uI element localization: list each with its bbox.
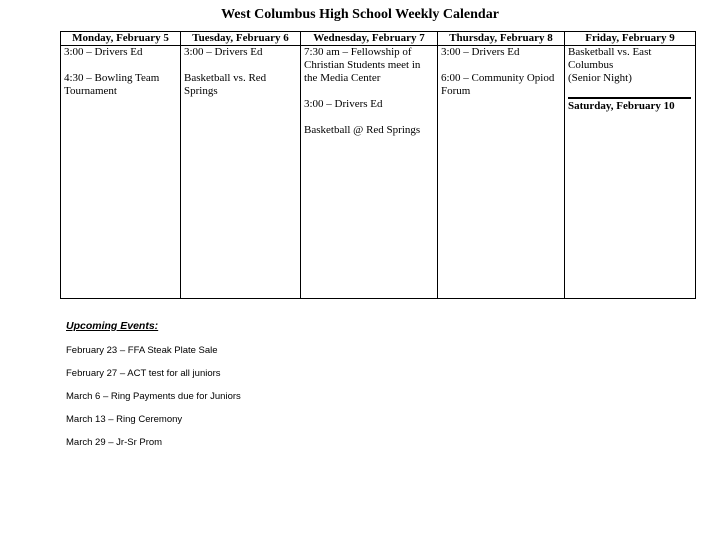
day-header-thursday: Thursday, February 8	[438, 32, 565, 46]
calendar-header-row	[61, 32, 696, 46]
day-cell-tuesday	[181, 46, 301, 299]
upcoming-event-item: March 6 – Ring Payments due for Juniors	[66, 391, 241, 402]
day-header-saturday: Saturday, February 10	[568, 100, 675, 112]
event-entry: Basketball @ Red Springs	[304, 124, 421, 136]
upcoming-event-item: March 13 – Ring Ceremony	[66, 414, 183, 425]
day-header-monday: Monday, February 5	[61, 32, 181, 46]
day-header-tuesday: Tuesday, February 6	[181, 32, 301, 46]
upcoming-events-section	[66, 320, 241, 460]
day-header-friday: Friday, February 9	[565, 32, 696, 46]
event-entry: 4:30 – Bowling Team Tournament	[64, 72, 160, 97]
day-cell-monday	[61, 46, 181, 299]
event-entry: 6:00 – Community Opiod Forum	[441, 72, 555, 97]
event-entry: (Senior Night)	[568, 72, 632, 84]
day-cell-thursday	[438, 46, 565, 299]
event-entry: 3:00 – Drivers Ed	[64, 46, 143, 58]
event-entry: 3:00 – Drivers Ed	[304, 98, 383, 110]
upcoming-event-item: February 23 – FFA Steak Plate Sale	[66, 345, 218, 356]
event-entry: Basketball vs. East Columbus	[568, 46, 652, 71]
calendar-body-row	[61, 46, 696, 299]
day-cell-wednesday	[301, 46, 438, 299]
day-header-wednesday: Wednesday, February 7	[301, 32, 438, 46]
page-title: West Columbus High School Weekly Calendar	[221, 7, 499, 22]
event-entry: 3:00 – Drivers Ed	[184, 46, 263, 58]
upcoming-events-heading: Upcoming Events:	[66, 320, 159, 332]
event-entry: 3:00 – Drivers Ed	[441, 46, 520, 58]
event-entry: Basketball vs. Red Springs	[184, 72, 267, 97]
event-entry: 7:30 am – Fellowship of Christian Students meet in the Media Center	[304, 46, 421, 84]
upcoming-event-item: February 27 – ACT test for all juniors	[66, 368, 221, 379]
upcoming-event-item: March 29 – Jr-Sr Prom	[66, 437, 163, 448]
day-cell-friday	[565, 46, 696, 299]
weekly-calendar-table	[60, 31, 696, 299]
